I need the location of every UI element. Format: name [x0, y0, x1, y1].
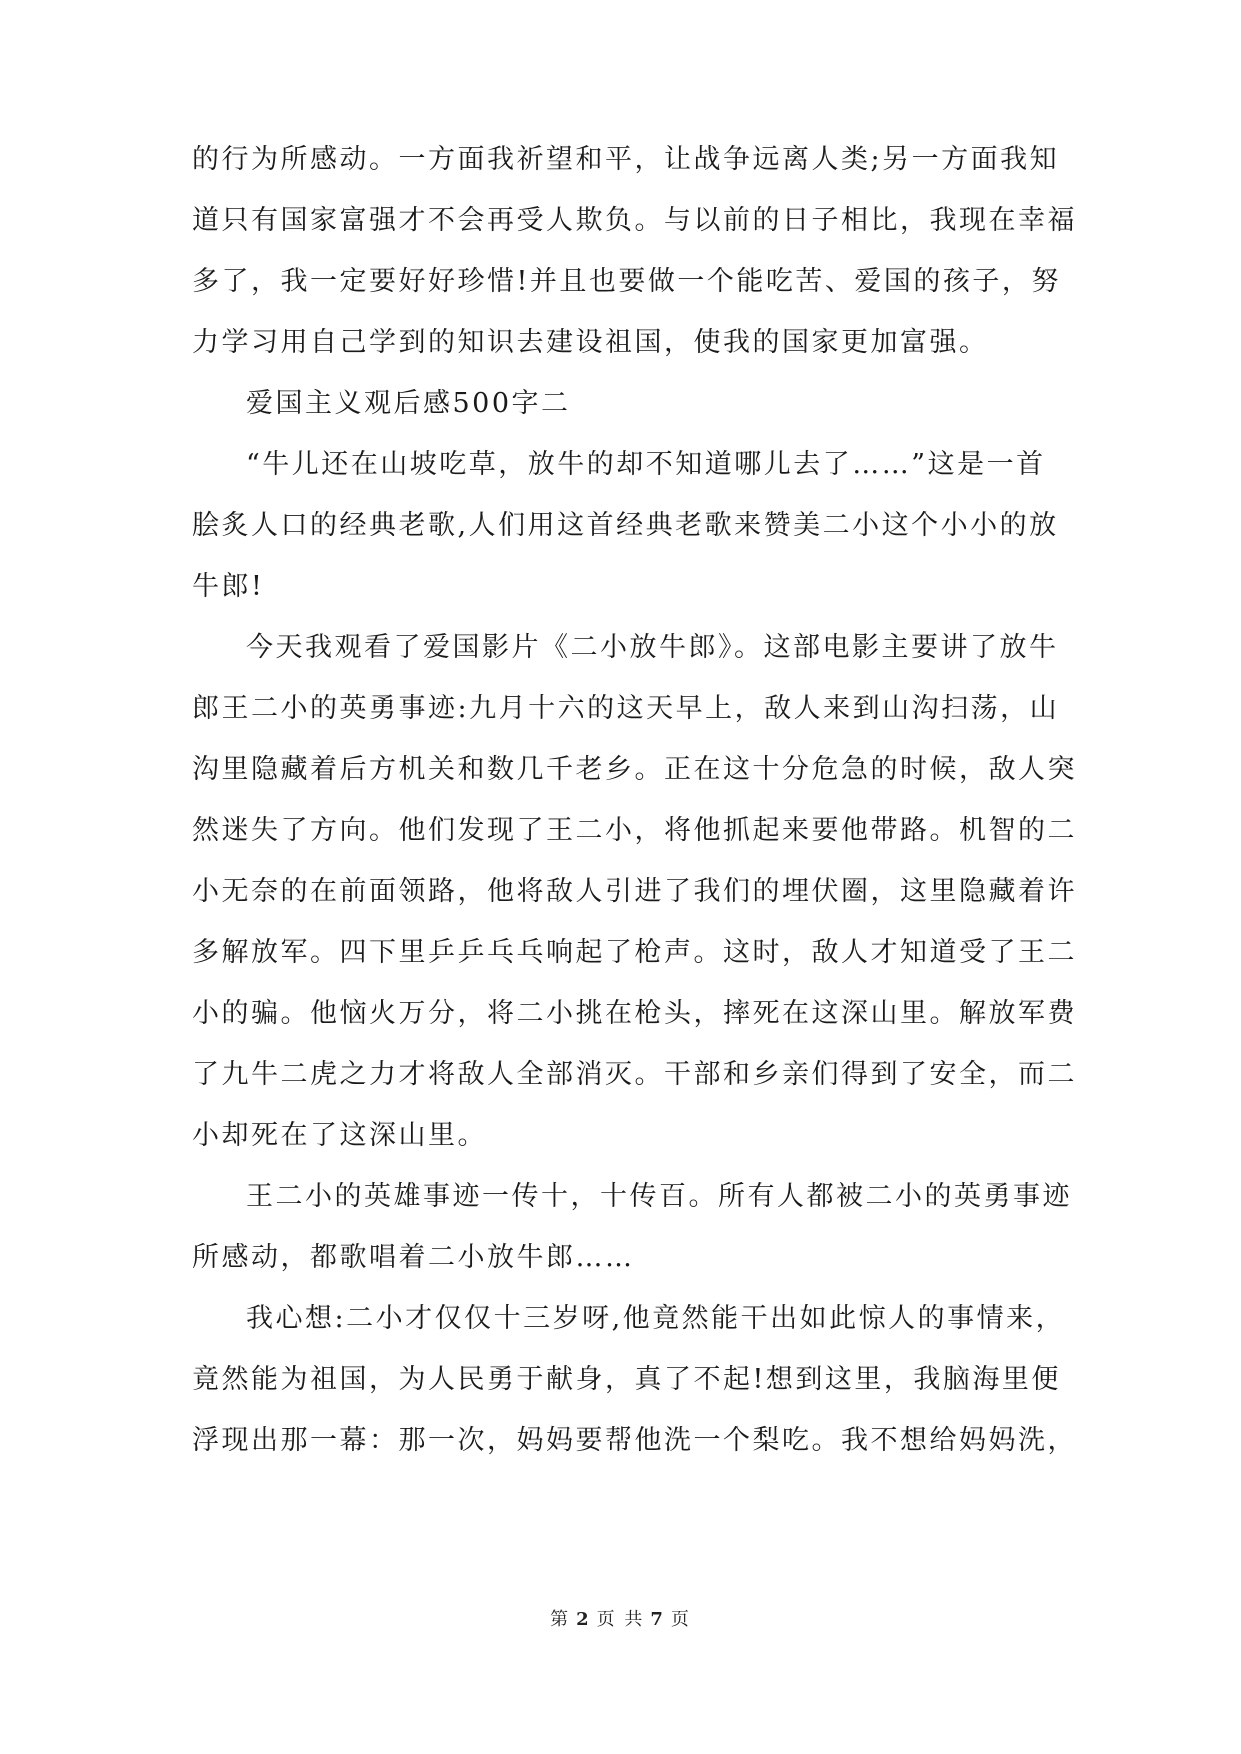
footer-middle: 页 共 [596, 1609, 645, 1630]
text-line: 我心想:二小才仅仅十三岁呀,他竟然能干出如此惊人的事情来， [246, 1303, 1066, 1334]
text-line: 道只有国家富强才不会再受人欺负。与以前的日子相比，我现在幸福 [192, 205, 1077, 236]
text-line: 多了，我一定要好好珍惜!并且也要做一个能吃苦、爱国的孩子，努 [192, 266, 1061, 297]
text-line: 所感动，都歌唱着二小放牛郎…… [192, 1242, 635, 1273]
page-footer [0, 1608, 1241, 1632]
text-line: 多解放军。四下里乒乒乓乓响起了枪声。这时，敌人才知道受了王二 [192, 937, 1077, 968]
text-line: 牛郎! [192, 571, 265, 602]
text-line: 沟里隐藏着后方机关和数几千老乡。正在这十分危急的时候，敌人突 [192, 754, 1077, 785]
text-line: 小却死在了这深山里。 [192, 1120, 487, 1151]
text-line: 浮现出那一幕：那一次，妈妈要帮他洗一个梨吃。我不想给妈妈洗， [192, 1425, 1077, 1456]
text-line: 脍炙人口的经典老歌,人们用这首经典老歌来赞美二小这个小小的放 [192, 510, 1059, 541]
footer-prefix: 第 [550, 1609, 571, 1630]
text-line: 王二小的英雄事迹一传十，十传百。所有人都被二小的英勇事迹 [246, 1181, 1072, 1212]
text-line: 竟然能为祖国，为人民勇于献身，真了不起!想到这里，我脑海里便 [192, 1364, 1061, 1395]
section-heading: 爱国主义观后感500字二 [246, 388, 571, 419]
text-line: 了九牛二虎之力才将敌人全部消灭。干部和乡亲们得到了安全，而二 [192, 1059, 1077, 1090]
text-line: 的行为所感动。一方面我祈望和平，让战争远离人类;另一方面我知 [192, 144, 1060, 175]
text-line: 小无奈的在前面领路，他将敌人引进了我们的埋伏圈，这里隐藏着许 [192, 876, 1077, 907]
text-line: 然迷失了方向。他们发现了王二小，将他抓起来要他带路。机智的二 [192, 815, 1077, 846]
current-page-number: 2 [576, 1609, 591, 1630]
text-line: 力学习用自己学到的知识去建设祖国，使我的国家更加富强。 [192, 327, 989, 358]
text-line: 郎王二小的英勇事迹:九月十六的这天早上，敌人来到山沟扫荡，山 [192, 693, 1060, 724]
footer-suffix: 页 [670, 1609, 691, 1630]
text-line: “牛儿还在山坡吃草，放牛的却不知道哪儿去了……”这是一首 [246, 449, 1046, 480]
text-line: 今天我观看了爱国影片《二小放牛郎》。这部电影主要讲了放牛 [246, 632, 1059, 663]
total-pages-number: 7 [650, 1609, 665, 1630]
text-line: 小的骗。他恼火万分，将二小挑在枪头，摔死在这深山里。解放军费 [192, 998, 1077, 1029]
